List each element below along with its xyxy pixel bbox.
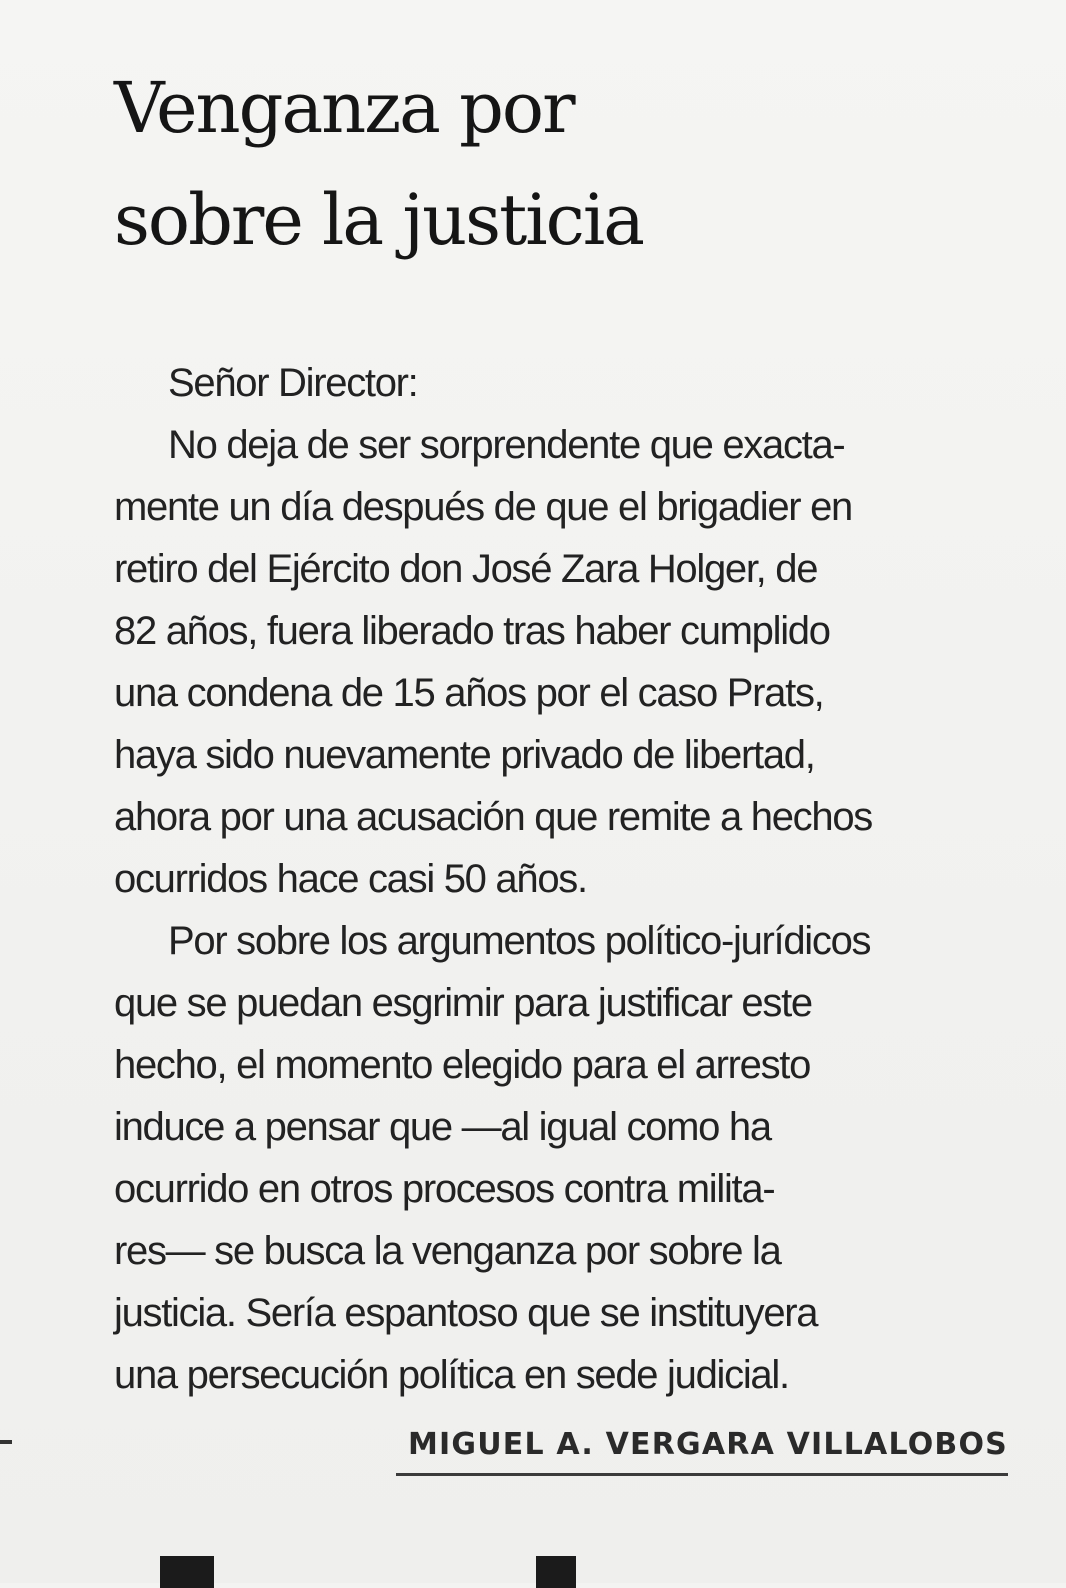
headline-line: sobre la justicia bbox=[114, 179, 643, 261]
letter-body bbox=[114, 352, 1014, 1406]
body-line: ahora por una acusación que remite a hechos bbox=[114, 795, 872, 839]
body-line: una condena de 15 años por el caso Prats, bbox=[114, 671, 824, 715]
column-edge-mark bbox=[0, 1440, 12, 1444]
body-line: hecho, el momento elegido para el arresto bbox=[114, 1043, 811, 1087]
body-line: ocurrido en otros procesos contra milita- bbox=[114, 1167, 775, 1211]
body-line: induce a pensar que —al igual como ha bbox=[114, 1105, 771, 1149]
cropped-glyph bbox=[536, 1556, 576, 1588]
headline bbox=[114, 52, 1014, 276]
body-line: No deja de ser sorprendente que exacta- bbox=[168, 423, 845, 467]
headline-line: Venganza por bbox=[114, 67, 574, 149]
body-line: que se puedan esgrimir para justificar este bbox=[114, 981, 812, 1025]
body-line: haya sido nuevamente privado de libertad, bbox=[114, 733, 815, 777]
author-signature: MIGUEL A. VERGARA VILLALOBOS bbox=[396, 1418, 1008, 1476]
next-article-headline-fragment bbox=[150, 1548, 620, 1588]
body-line: res— se busca la venganza por sobre la bbox=[114, 1229, 781, 1273]
body-line: una persecución política en sede judicial. bbox=[114, 1353, 789, 1397]
body-line: 82 años, fuera liberado tras haber cumplido bbox=[114, 609, 830, 653]
body-line: retiro del Ejército don José Zara Holger, de bbox=[114, 547, 818, 591]
body-line: mente un día después de que el brigadier en bbox=[114, 485, 853, 529]
body-line: ocurridos hace casi 50 años. bbox=[114, 857, 587, 901]
body-line: Por sobre los argumentos político-jurídicos bbox=[168, 919, 871, 963]
body-line: justicia. Sería espantoso que se instituyera bbox=[114, 1291, 818, 1335]
cropped-glyph bbox=[160, 1556, 214, 1588]
salutation: Señor Director: bbox=[168, 361, 418, 405]
